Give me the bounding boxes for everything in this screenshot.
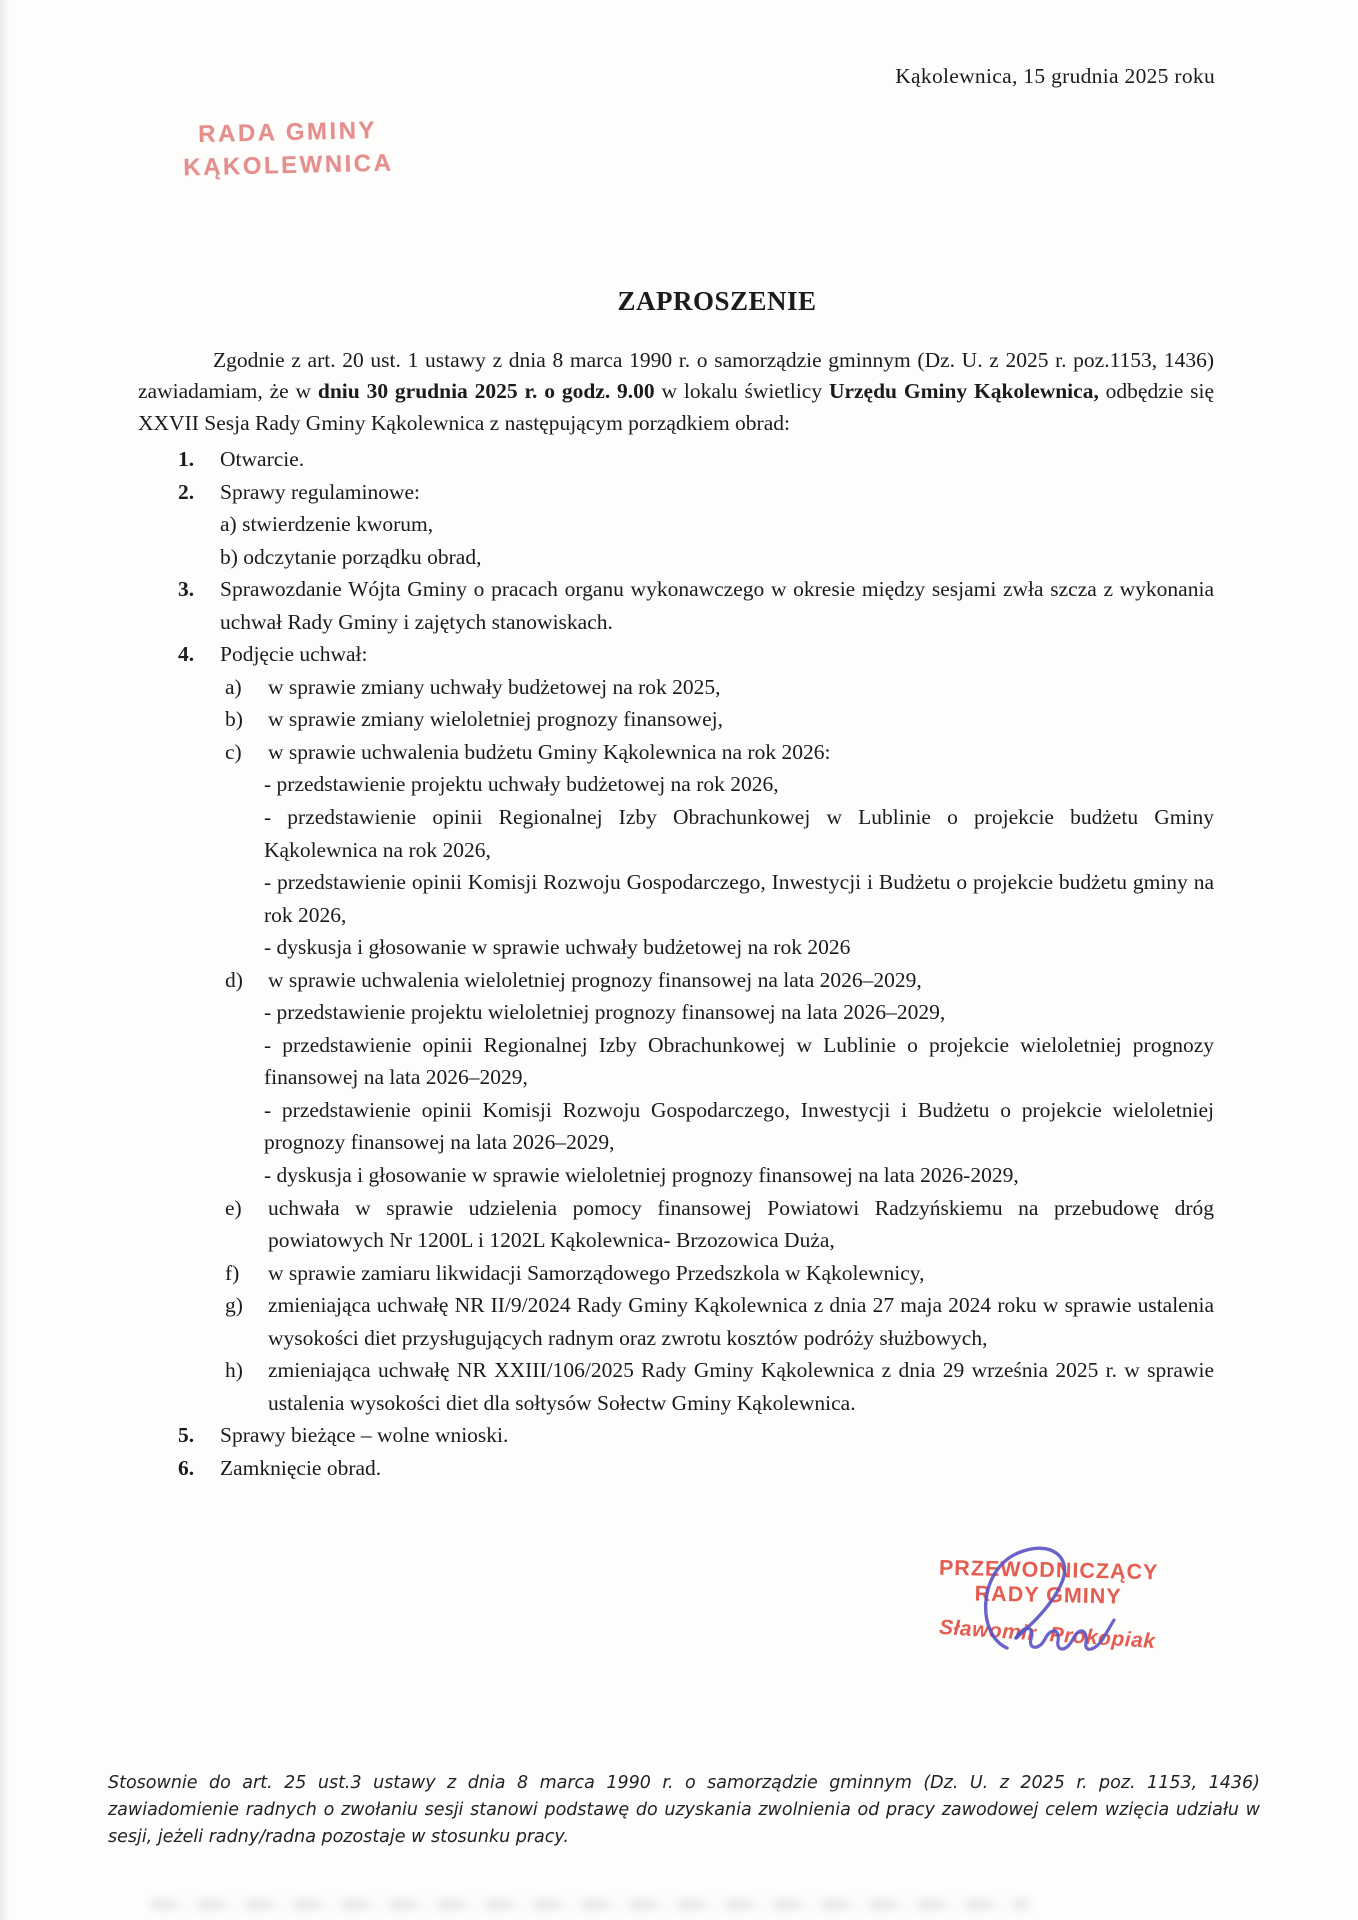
dateline: Kąkolewnica, 15 grudnia 2025 roku: [895, 64, 1215, 88]
agenda-item-marker: d): [225, 967, 243, 992]
agenda-item: [138, 1354, 1214, 1419]
agenda-item-text: - przedstawienie opinii Regionalnej Izby Obrachunkowej w Lublinie o projekcie budżetu Gminy Kąkolewnica na rok 2026,: [264, 805, 1214, 862]
agenda-item-text: Otwarcie.: [220, 447, 305, 471]
agenda-item-text: w sprawie zmiany wieloletniej prognozy finansowej,: [268, 707, 723, 732]
agenda-item: [138, 573, 1214, 638]
agenda-item-marker: 5.: [178, 1423, 195, 1448]
agenda-item-text: Sprawy regulaminowe:: [220, 479, 421, 504]
agenda-item: [138, 996, 1214, 1029]
agenda-item-text: zmieniająca uchwałę NR II/9/2024 Rady Gminy Kąkolewnica z dnia 27 maja 2024 roku w sprawie ustalenia wysokości diet przysługujących radnym oraz zwrotu kosztów podróży służbowych,: [268, 1293, 1214, 1350]
agenda-item-marker: b): [225, 707, 243, 732]
scan-edge-shadow: [0, 0, 10, 1920]
agenda-item: [138, 736, 1214, 769]
intro-text-3: odbędzie się XXVII Sesja Rady Gminy Kąkolewnica z następującym porządkiem obrad:: [138, 379, 1214, 435]
agenda-item-marker: 3.: [178, 577, 195, 602]
agenda-item: [138, 671, 1214, 704]
agenda-item: [138, 508, 1214, 541]
chairman-stamp-line1: PRZEWODNICZĄCY: [938, 1555, 1159, 1585]
agenda-item-text: Podjęcie uchwał:: [220, 642, 368, 667]
agenda-item: [138, 1452, 1214, 1485]
agenda-item: [138, 1094, 1214, 1159]
agenda-item-marker: a): [225, 674, 242, 699]
agenda-item-text: - przedstawienie opinii Regionalnej Izby Obrachunkowej w Lublinie o projekcie wieloletniej prognozy finansowej na lata 2026–2029,: [264, 1032, 1214, 1090]
agenda-item-text: Sprawy bieżące – wolne wnioski.: [220, 1423, 509, 1448]
agenda-item-marker: h): [225, 1358, 243, 1383]
agenda-item-text: - przedstawienie opinii Komisji Rozwoju Gospodarczego, Inwestycji i Budżetu o projekcie budżetu gminy na rok 2026,: [264, 870, 1214, 927]
agenda-item: [138, 866, 1214, 931]
agenda-item-marker: e): [225, 1195, 242, 1220]
intro-office-name: Urzędu Gminy Kąkolewnica,: [828, 379, 1099, 404]
council-stamp-line1: RADA GMINY: [197, 116, 378, 149]
agenda-item-text: - przedstawienie projektu wieloletniej prognozy finansowej na lata 2026–2029,: [264, 1000, 946, 1025]
agenda-item: [138, 638, 1214, 671]
agenda-item-text: a) stwierdzenie kworum,: [220, 512, 434, 537]
intro-text-2: w lokalu świetlicy: [654, 379, 829, 404]
agenda-item-marker: c): [225, 739, 242, 764]
agenda-item-marker: 2.: [178, 479, 195, 504]
agenda-item-text: b) odczytanie porządku obrad,: [220, 544, 482, 569]
agenda-item: [138, 768, 1214, 801]
agenda-item-text: w sprawie zamiaru likwidacji Samorządowego Przedszkola w Kąkolewnicy,: [268, 1260, 925, 1285]
agenda-item: [138, 1419, 1214, 1452]
agenda-item: [138, 801, 1214, 866]
agenda-item-marker: 6.: [178, 1455, 195, 1480]
agenda-item: [138, 931, 1214, 964]
agenda-item: [138, 541, 1214, 574]
chairman-stamp-name: Sławomir Prokopiak: [938, 1615, 1157, 1654]
intro-session-datetime: dniu 30 grudnia 2025 r. o godz. 9.00: [317, 379, 655, 404]
agenda-item-text: w sprawie uchwalenia budżetu Gminy Kąkolewnica na rok 2026:: [268, 739, 831, 764]
document-title: ZAPROSZENIE: [617, 286, 817, 316]
council-ink-stamp: [180, 114, 395, 185]
agenda-item-text: uchwała w sprawie udzielenia pomocy finansowej Powiatowi Radzyńskiemu na przebudowę dróg powiatowych Nr 1200L i 1202L Kąkolewnica- Brzozowica Duża,: [268, 1195, 1214, 1253]
council-stamp-line2: KĄKOLEWNICA: [183, 149, 394, 182]
agenda-item: [138, 703, 1214, 736]
agenda-item: [138, 1159, 1214, 1192]
agenda-item-text: w sprawie uchwalenia wieloletniej prognozy finansowej na lata 2026–2029,: [268, 967, 922, 992]
handwritten-signature: [952, 1540, 1152, 1655]
agenda-item-marker: f): [225, 1260, 240, 1285]
intro-text-1: Zgodnie z art. 20 ust. 1 ustawy z dnia 8 marca 1990 r. o samorządzie gminnym (Dz. U. z 2025 r. poz.1153, 1436) zawiadamiam, że w: [138, 348, 1214, 404]
agenda-item-marker: 1.: [178, 447, 195, 471]
scan-bleedthrough-artifact: [150, 1898, 1030, 1911]
agenda-item: [138, 476, 1214, 509]
agenda-item-text: - dyskusja i głosowanie w sprawie wieloletniej prognozy finansowej na lata 2026-2029,: [264, 1163, 1019, 1188]
agenda-list: [138, 443, 1214, 1485]
agenda-item-text: zmieniająca uchwałę NR XXIII/106/2025 Rady Gminy Kąkolewnica z dnia 29 września 2025 r. w sprawie ustalenia wysokości diet dla sołtysów Sołectw Gminy Kąkolewnica.: [268, 1358, 1214, 1415]
agenda-item: [138, 1192, 1214, 1257]
agenda-item: [138, 1289, 1214, 1354]
agenda-item: [138, 1257, 1214, 1290]
agenda-item-text: - przedstawienie projektu uchwały budżetowej na rok 2026,: [264, 772, 779, 797]
agenda-item: [138, 964, 1214, 997]
agenda-item-text: Sprawozdanie Wójta Gminy o pracach organu wykonawczego w okresie między sesjami zwła szcza z wykonania uchwał Rady Gminy i zajętych stanowiskach.: [220, 577, 1214, 634]
agenda-item-text: - przedstawienie opinii Komisji Rozwoju Gospodarczego, Inwestycji i Budżetu o projekcie wieloletniej prognozy finansowej na lata 2026–2029,: [264, 1097, 1214, 1155]
agenda-item-text: Zamknięcie obrad.: [220, 1455, 382, 1480]
signature-loop-stroke: [986, 1548, 1065, 1648]
intro-paragraph: [138, 345, 1214, 439]
chairman-stamp-line2: RADY GMINY: [974, 1581, 1122, 1609]
agenda-item: [138, 1029, 1214, 1094]
agenda-item-text: - dyskusja i głosowanie w sprawie uchwały budżetowej na rok 2026: [264, 935, 851, 960]
footer-legal-note: Stosownie do art. 25 ust.3 ustawy z dnia 8 marca 1990 r. o samorządzie gminnym (Dz. U. z 2025 r. poz. 1153, 1436) zawiadomienie radnych o zwołaniu sesji stanowi podstawę do uzyskania zwolnienia od pracy zawodowej celem wzięcia udziału w sesji, jeżeli radny/radna pozostaje w stosunku pracy.: [108, 1773, 1260, 1847]
agenda-item-marker: 4.: [178, 642, 195, 667]
agenda-item-text: w sprawie zmiany uchwały budżetowej na rok 2025,: [268, 674, 721, 699]
agenda-item-marker: g): [225, 1293, 243, 1318]
agenda-item: [138, 443, 1214, 476]
